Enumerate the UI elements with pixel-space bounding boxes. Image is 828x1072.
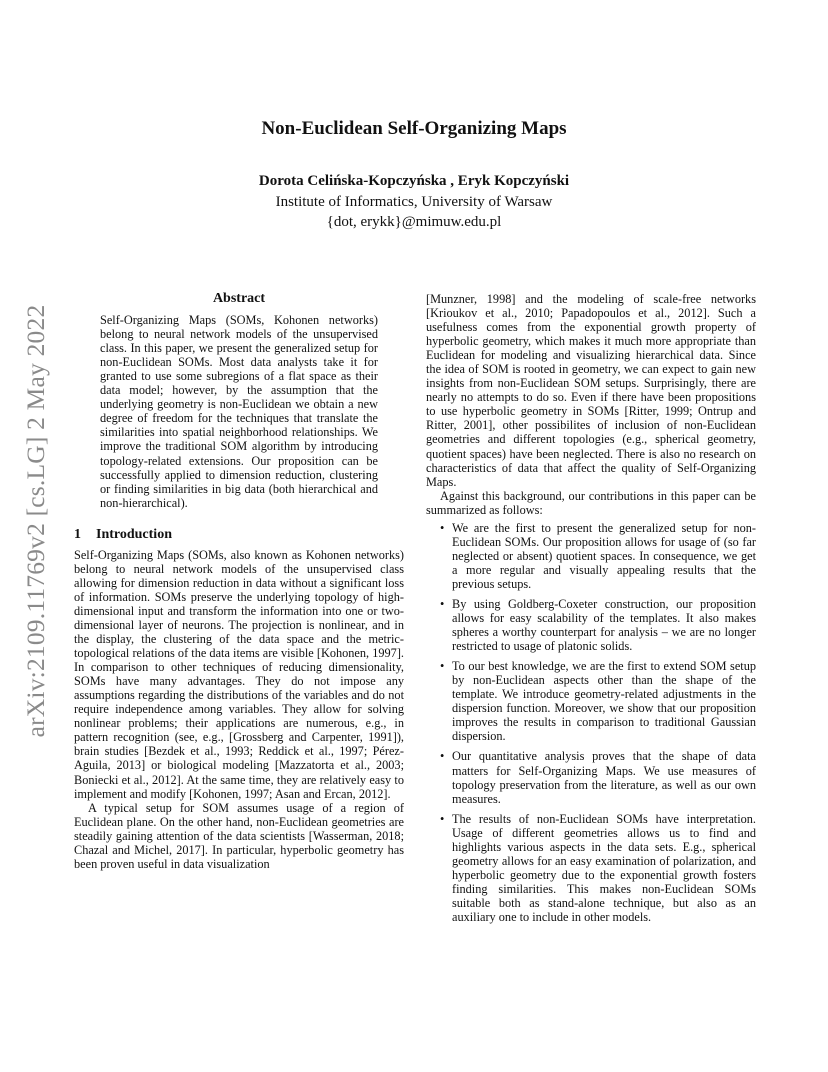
abstract-heading: Abstract — [212, 291, 266, 306]
paper-title: Non-Euclidean Self-Organizing Maps — [261, 118, 567, 139]
left-column — [74, 292, 404, 871]
abstract-text: Self-Organizing Maps (SOMs, Kohonen networks) belong to neural network models of the unsupervised class. In this paper, we present the generalized setup for non-Euclidean SOMs. Most data analysts take it for granted to use some subregions of a flat space as their data model; however, by the assumption that the underlying geometry is non-Euclidean we obtain a new degree of freedom for the techniques that translate the similarities into spatial neighborhood relationships. We improve the traditional SOM algorithm by introducing topology-related extensions. Our proposition can be successfully applied to dimension reduction, clustering or finding similarities in big data (both hierarchical and non-hierarchical). — [100, 313, 378, 510]
intro-paragraph-2-continued: [Munzner, 1998] and the modeling of scale-free networks [Krioukov et al., 2010; Papadopoulos et al., 2012]. Such a usefulness comes from the exponential growth property of hyperbolic geometry, which makes it much more appropriate than Euclidean for modeling and visualizing hierarchical data. Since the idea of SOM is rooted in geometry, we can expect to gain new insights from non-Euclidean SOM setups. Surprisingly, there are nearly no attempts to do so. Even if there have been propositions to use hyperbolic geometry in SOMs [Ritter, 1999; Ontrup and Ritter, 2001], other possibilites of inclusion of non-Euclidean geometries and different topologies (e.g., spherical geometry, quotient spaces) have been neglected. There is also no research on characteristics of data that affect the quality of Self-Organizing Maps. — [426, 292, 756, 489]
intro-paragraph-3: Against this background, our contributions in this paper can be summarized as follows: — [426, 488, 756, 517]
list-item: • Our quantitative analysis proves that the shape of data matters for Self-Organizing Maps. We use measures of topology preservation from the literature, as well as our own measures. — [426, 749, 756, 805]
contribution-list — [426, 521, 756, 924]
author-email: {dot, erykk}@mimuw.edu.pl — [326, 214, 502, 230]
author-list: Dorota Celińska-Kopczyńska , Eryk Kopczyński — [258, 173, 570, 189]
list-item: • The results of non-Euclidean SOMs have interpretation. Usage of different geometries allows us to find and highlights various aspects in the data sets. E.g., spherical geometry allows for an easy examination of polarization, and hyperbolic geometry due to the exponential growth fosters finding similarities. This makes non-Euclidean SOMs suitable both as stand-alone technique, but also as an auxiliary one to include in other models. — [426, 812, 756, 924]
intro-paragraph-2: A typical setup for SOM assumes usage of a region of Euclidean plane. On the other hand, non-Euclidean geometries are steadily gaining attention of the data scientists [Wasserman, 2018; Chazal and Michel, 2017]. In particular, hyperbolic geometry has been proven useful in data visualization — [74, 800, 404, 871]
list-item: • We are the first to present the generalized setup for non-Euclidean SOMs. Our proposition allows for usage of (so far neglected or absent) quotient spaces. In consequence, we get a more regular and visually appealing results that the previous setups. — [426, 521, 756, 591]
list-item: • To our best knowledge, we are the first to extend SOM setup by non-Euclidean aspects other than the shape of the template. We introduce geometry-related adjustments in the dispersion function. Moreover, we show that our proposition improves the results in comparison to traditional Gaussian dispersion. — [426, 659, 756, 743]
arxiv-identifier: arXiv:2109.11769v2 [cs.LG] 2 May 2022 — [21, 304, 50, 738]
section-title: Introduction — [96, 526, 172, 542]
arxiv-side-stamp — [12, 286, 60, 756]
list-item: • By using Goldberg-Coxeter construction, our proposition allows for easy scalability of the templates. It also makes spheres a worthy counterpart for analysis – we are no longer restricted to usage of platonic solids. — [426, 597, 756, 653]
section-heading-introduction — [74, 528, 404, 542]
section-number: 1 — [74, 526, 81, 542]
right-column — [426, 292, 756, 930]
affiliation: Institute of Informatics, University of Warsaw — [275, 194, 553, 210]
intro-paragraph-1: Self-Organizing Maps (SOMs, also known as Kohonen networks) belong to neural network models of the unsupervised class allowing for dimension reduction in data without a significant loss of information. SOMs preserve the underlying topology of high-dimensional input and transform the information into one or two-dimensional layer of neurons. The projection is nonlinear, and in the display, the clustering of the data space and the metric-topological relations of the data items are visible [Kohonen, 1997]. In comparison to other techniques of reducing dimensionality, SOMs have many advantages. They do not impose any assumptions regarding the distributions of the variables and do not require independence among variables. They allow for solving nonlinear problems; their applications are numerous, e.g., in pattern recognition (see, e.g., [Grossberg and Carpenter, 1991]), brain studies [Bezdek et al., 1993; Reddick et al., 1997; Pérez-Aguila, 2013] or biological modeling [Mazzatorta et al., 2003; Boniecki et al., 2012]. At the same time, they are relatively easy to implement and modify [Kohonen, 1997; Asan and Ercan, 2012]. — [74, 547, 404, 801]
